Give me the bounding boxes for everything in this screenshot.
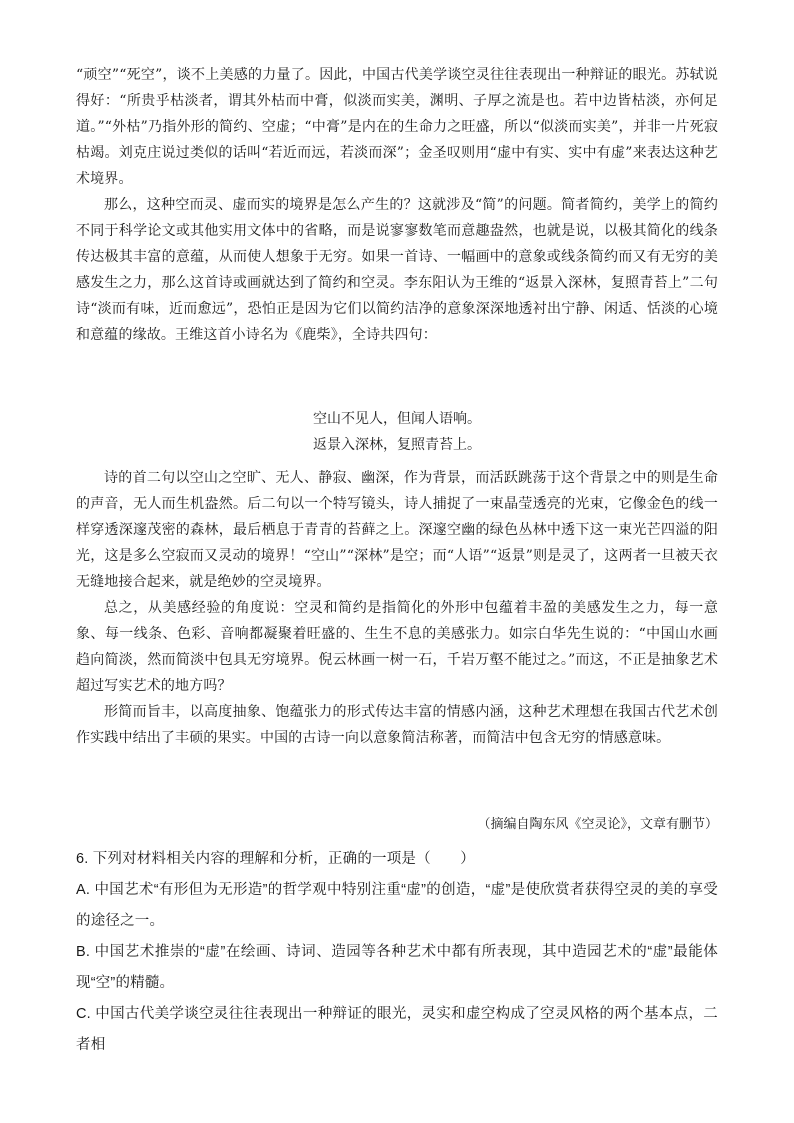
paragraph: 诗的首二句以空山之空旷、无人、静寂、幽深，作为背景，而活跃跳荡于这个背景之中的则是生命的声音，无人而生机盎然。后二句以一个特写镜头，诗人捕捉了一束晶莹透亮的光束，它像金色的线一样穿透深邃茂密的森林，最后栖息于青青的苔藓之上。深邃空幽的绿色丛林中透下这一束光芒四溢的阳光，这是多么空寂而又灵动的境界！“空山”“深林”是空；而“人语”“返景”则是灵了，这两者一旦被天衣无缝地接合起来，就是绝妙的空灵境界。 <box>76 470 718 590</box>
question-block <box>76 844 718 1061</box>
paragraph: “顽空”“死空”，谈不上美感的力量了。因此，中国古代美学谈空灵往往表现出一种辩证的眼光。苏轼说得好：“所贵乎枯淡者，谓其外枯而中膏，似淡而实美，渊明、子厚之流是也。若中边皆枯淡，亦何足道。”“外枯”乃指外形的简约、空虚；“中膏”是内在的生命力之旺盛，所以“似淡而实美”，并非一片死寂枯竭。刘克庄说过类似的话叫“若近而远，若淡而深”；金圣叹则用“虚中有实、实中有虚”来表达这种艺术境界。 <box>76 67 718 187</box>
poem-block <box>76 406 718 458</box>
poem-line: 空山不见人，但闻人语响。 <box>313 411 481 427</box>
source-citation: （摘编自陶东风《空灵论》，文章有删节） <box>477 817 718 832</box>
passage-lower <box>76 465 718 751</box>
paragraph: 总之，从美感经验的角度说：空灵和简约是指简化的外形中包蕴着丰盈的美感发生之力，每一意象、每一线条、色彩、音响都凝聚着旺盛的、生生不息的美感张力。如宗白华先生说的：“中国山水画趋向简淡，然而简淡中包具无穷境界。倪云林画一树一石，千岩万壑不能过之。”而这，不正是抽象艺术超过写实艺术的地方吗？ <box>76 600 718 694</box>
question-stem: 6. 下列对材料相关内容的理解和分析，正确的一项是（ ） <box>76 851 475 867</box>
poem-line: 返景入深林，复照青苔上。 <box>313 437 481 453</box>
option-b: B. 中国艺术推崇的“虚”在绘画、诗词、造园等各种艺术中都有所表现，其中造园艺术的“虚”最能体现“空”的精髓。 <box>76 944 718 991</box>
option-c: C. 中国古代美学谈空灵往往表现出一种辩证的眼光，灵实和虚空构成了空灵风格的两个基本点，二者相 <box>76 1006 718 1053</box>
passage-upper <box>76 62 718 348</box>
option-a: A. 中国艺术“有形但为无形造”的哲学观中特别注重“虚”的创造，“虚”是使欣赏者获得空灵的美的享受的途径之一。 <box>76 882 718 929</box>
paragraph: 形简而旨丰，以高度抽象、饱蕴张力的形式传达丰富的情感内涵，这种艺术理想在我国古代艺术创作实践中结出了丰硕的果实。中国的古诗一向以意象简洁称著，而简洁中包含无穷的情感意味。 <box>76 704 718 746</box>
paragraph: 那么，这种空而灵、虚而实的境界是怎么产生的？这就涉及“简”的问题。简者简约，美学上的简约不同于科学论文或其他实用文体中的省略，而是说寥寥数笔而意趣盎然，也就是说，以极其简化的线条传达极其丰富的意蕴，从而使人想象于无穷。如果一首诗、一幅画中的意象或线条简约而又有无穷的美感发生之力，那么这首诗或画就达到了简约和空灵。李东阳认为王维的“返景入深林，复照青苔上”二句诗“淡而有味，近而愈远”，恐怕正是因为它们以简约洁净的意象深深地透衬出宁静、闲适、恬淡的心境和意蕴的缘故。王维这首小诗名为《鹿柴》，全诗共四句： <box>76 197 718 343</box>
